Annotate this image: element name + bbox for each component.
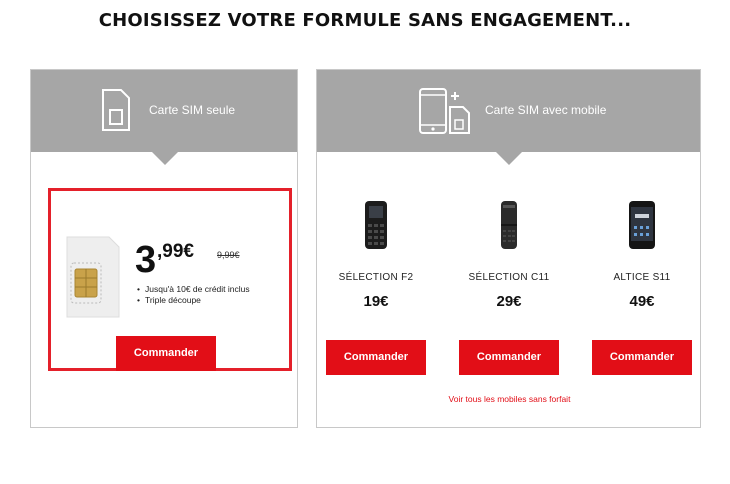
phone-offer-c11 bbox=[459, 200, 559, 310]
price-decimals: ,99€ bbox=[157, 241, 194, 262]
phone-name: SÉLECTION F2 bbox=[338, 272, 414, 283]
header-pointer bbox=[152, 152, 178, 165]
sim-only-label: Carte SIM seule bbox=[149, 103, 236, 117]
feature-item: • Jusqu'à 10€ de crédit inclus bbox=[137, 284, 250, 295]
header-pointer bbox=[496, 152, 522, 165]
order-phone-f2-button[interactable]: Commander bbox=[326, 340, 426, 375]
old-price: 9,99€ bbox=[217, 250, 240, 260]
smartphone-icon bbox=[628, 200, 656, 250]
order-phone-c11-button[interactable]: Commander bbox=[459, 340, 559, 375]
sim-with-mobile-label: Carte SIM avec mobile bbox=[485, 103, 607, 117]
flip-phone-icon bbox=[500, 200, 518, 250]
phone-offer-f2 bbox=[326, 200, 426, 310]
sim-only-header bbox=[31, 70, 297, 152]
sim-with-mobile-header bbox=[317, 70, 700, 152]
sim-only-offer bbox=[48, 188, 292, 371]
sim-only-card bbox=[30, 69, 298, 428]
order-sim-button[interactable]: Commander bbox=[116, 336, 216, 371]
sim-card-icon bbox=[101, 88, 131, 132]
feature-phone-icon bbox=[364, 200, 388, 250]
feature-list bbox=[137, 284, 250, 306]
sim-card-image bbox=[63, 233, 123, 321]
phone-price: 29€ bbox=[496, 293, 522, 310]
price-main: 3 bbox=[135, 239, 157, 281]
page-title: CHOISISSEZ VOTRE FORMULE SANS ENGAGEMENT... bbox=[98, 10, 632, 31]
all-mobiles-link[interactable]: Voir tous les mobiles sans forfait bbox=[448, 394, 571, 404]
phone-price: 19€ bbox=[363, 293, 389, 310]
phone-plus-sim-icon bbox=[417, 87, 473, 135]
feature-item: • Triple découpe bbox=[137, 295, 250, 306]
sim-with-mobile-card bbox=[316, 69, 701, 428]
phone-name: ALTICE S11 bbox=[613, 272, 671, 283]
phone-offer-s11 bbox=[592, 200, 692, 310]
order-phone-s11-button[interactable]: Commander bbox=[592, 340, 692, 375]
phone-name: SÉLECTION C11 bbox=[468, 272, 550, 283]
phone-price: 49€ bbox=[629, 293, 655, 310]
